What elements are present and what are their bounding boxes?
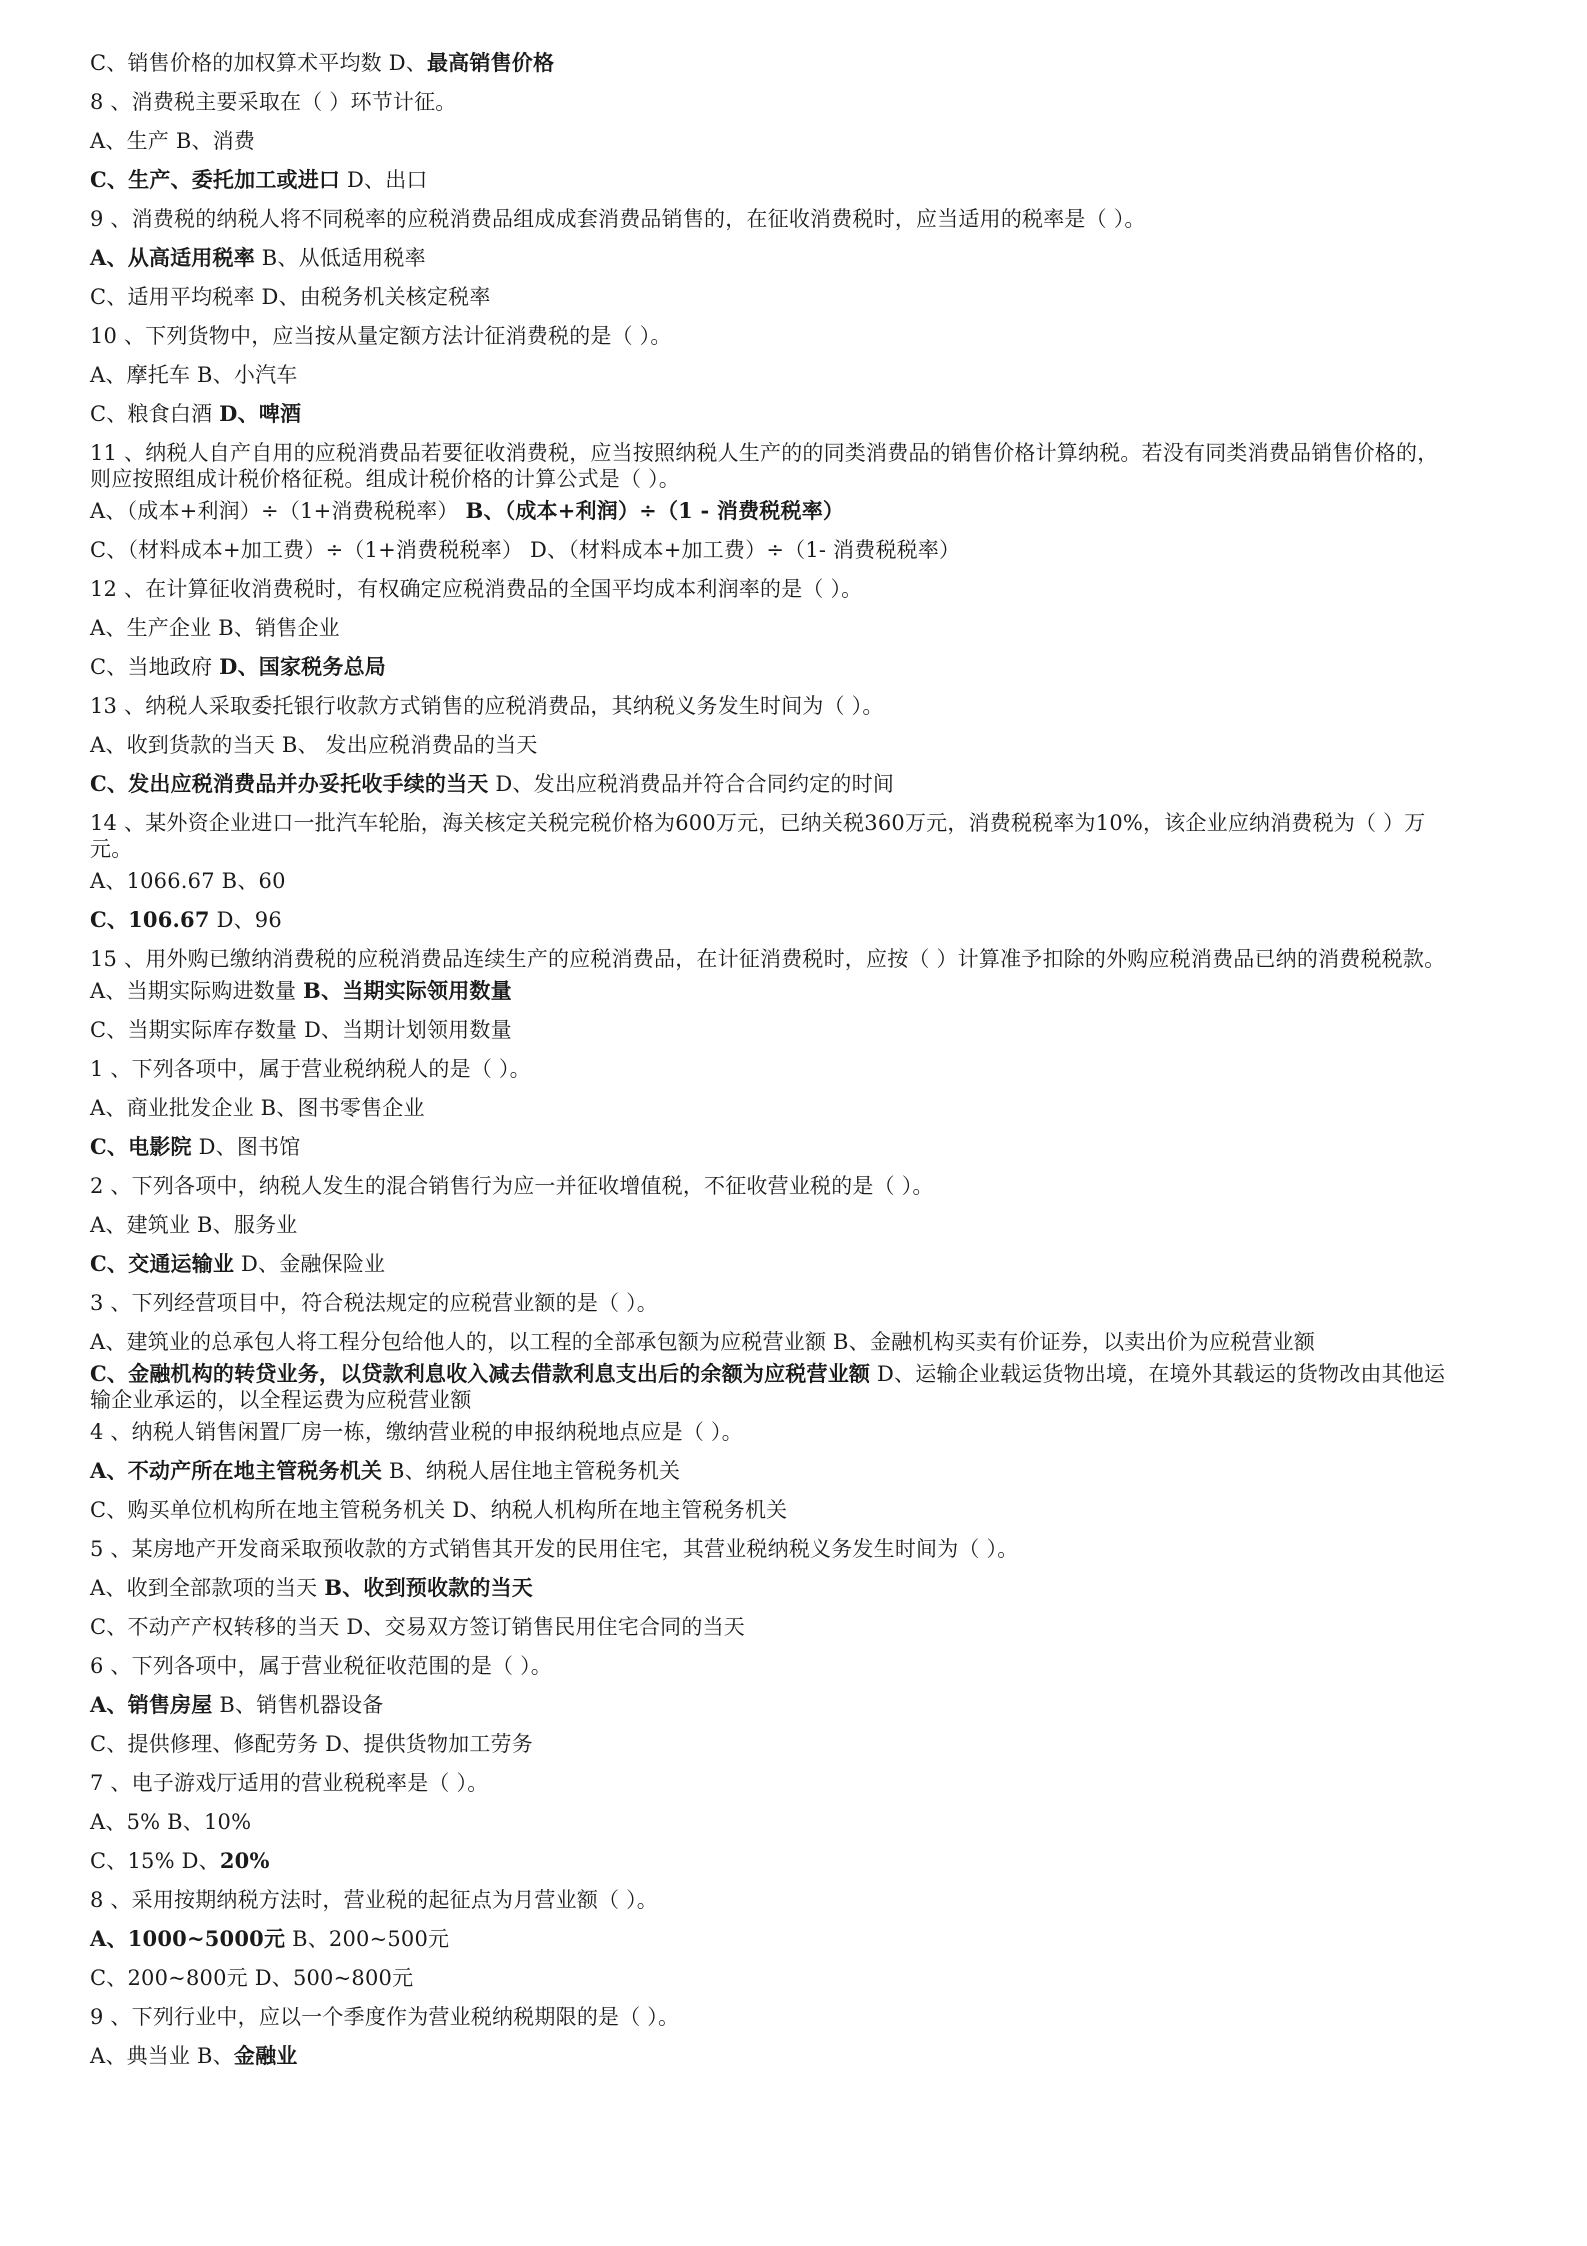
document-page [90,50,1450,2082]
line-text: 7 、电子游戏厅适用的营业税税率是（ ）。 [90,1771,489,1795]
text-line [90,128,1450,154]
line-text: A、生产企业 B、销售企业 [90,616,340,640]
line-text: 8 、采用按期纳税方法时，营业税的起征点为月营业额（ ）。 [90,1888,659,1912]
line-text: D、金融保险业 [234,1252,386,1276]
line-text: A、建筑业的总承包人将工程分包给他人的，以工程的全部承包额为应税营业额 B、金融机构买卖有价证券，以卖出价为应税营业额 [90,1330,1316,1354]
answer-text: C、电影院 [90,1134,192,1159]
line-text: C、（材料成本+加工费）÷（1+消费税税率） D、（材料成本+加工费）÷（1- 消费税税率） [90,538,961,562]
text-line [90,1329,1450,1355]
text-line [90,206,1450,232]
line-text: C、当地政府 [90,655,220,679]
line-text: C、当期实际库存数量 D、当期计划领用数量 [90,1018,512,1042]
text-line [90,1290,1450,1316]
text-line [90,615,1450,641]
text-line [90,868,1450,894]
line-text: 3 、下列经营项目中，符合税法规定的应税营业额的是（ ）。 [90,1291,659,1315]
text-line [90,284,1450,310]
text-line [90,1653,1450,1679]
answer-text: A、销售房屋 [90,1692,213,1717]
text-line [90,167,1450,193]
line-text: 1 、下列各项中，属于营业税纳税人的是（ ）。 [90,1057,531,1081]
answer-text: C、金融机构的转贷业务，以贷款利息收入减去借款利息支出后的余额为应税营业额 [90,1361,871,1386]
line-text: 6 、下列各项中，属于营业税征收范围的是（ ）。 [90,1654,553,1678]
answer-text: C、交通运输业 [90,1251,235,1276]
line-text: 13 、纳税人采取委托银行收款方式销售的应税消费品，其纳税义务发生时间为（ ）。 [90,694,884,718]
text-line [90,1614,1450,1640]
text-line [90,1017,1450,1043]
line-text: D、运输企业载运货物出境，在境外其载运的货物改由其他运输企业承运的，以全程运费为应税营业额 [90,1362,1446,1412]
answer-text: A、不动产所在地主管税务机关 [90,1458,383,1483]
answer-text: D、啤酒 [219,401,302,426]
text-line [90,810,1450,862]
text-line [90,2043,1450,2069]
answer-text: A、1000~5000元 [90,1926,286,1951]
line-text: C、200~800元 D、500~800元 [90,1966,414,1990]
text-line [90,732,1450,758]
text-line [90,1575,1450,1601]
line-text: A、收到货款的当天 B、 发出应税消费品的当天 [90,733,538,757]
text-line [90,1731,1450,1757]
line-text: C、销售价格的加权算术平均数 D、 [90,51,427,75]
answer-text: 金融业 [233,2043,298,2068]
line-text: A、建筑业 B、服务业 [90,1213,298,1237]
text-line [90,654,1450,680]
line-text: D、96 [209,908,282,932]
text-line [90,1458,1450,1484]
line-text: 9 、消费税的纳税人将不同税率的应税消费品组成成套消费品销售的，在征收消费税时，应当适用的税率是（ ）。 [90,207,1146,231]
text-line [90,576,1450,602]
text-line [90,1926,1450,1952]
text-line [90,1173,1450,1199]
line-text: 14 、某外资企业进口一批汽车轮胎，海关核定关税完税价格为600万元，已纳关税360万元，消费税税率为10%，该企业应纳消费税为（ ）万元。 [90,811,1426,861]
answer-text: 20% [219,1848,270,1873]
line-text: A、典当业 B、 [90,2044,234,2068]
line-text: A、商业批发企业 B、图书零售企业 [90,1096,425,1120]
text-line [90,362,1450,388]
line-text: A、生产 B、消费 [90,129,256,153]
text-line [90,946,1450,972]
answer-text: C、生产、委托加工或进口 [90,167,341,192]
line-text: B、纳税人居住地主管税务机关 [382,1459,681,1483]
answer-text: C、106.67 [90,907,210,932]
text-line [90,693,1450,719]
line-text: C、购买单位机构所在地主管税务机关 D、纳税人机构所在地主管税务机关 [90,1498,788,1522]
line-text: A、当期实际购进数量 [90,979,304,1003]
line-text: B、销售机器设备 [212,1693,384,1717]
line-text: A、摩托车 B、小汽车 [90,363,298,387]
line-text: 15 、用外购已缴纳消费税的应税消费品连续生产的应税消费品，在计征消费税时，应按（ ）计算准予扣除的外购应税消费品已纳的消费税税款。 [90,947,1446,971]
answer-text: A、从高适用税率 [90,245,255,270]
text-line [90,1887,1450,1913]
text-line [90,1965,1450,1991]
text-line [90,1536,1450,1562]
line-text: C、不动产产权转移的当天 D、交易双方签订销售民用住宅合同的当天 [90,1615,745,1639]
line-text: D、发出应税消费品并符合合同约定的时间 [488,772,895,796]
answer-text: B、（成本+利润）÷（1 - 消费税税率） [465,498,845,523]
line-text: C、适用平均税率 D、由税务机关核定税率 [90,285,491,309]
text-line [90,1809,1450,1835]
line-text: 8 、消费税主要采取在（ ）环节计征。 [90,90,457,114]
text-line [90,1419,1450,1445]
text-line [90,1361,1450,1413]
text-line [90,1212,1450,1238]
line-text: D、图书馆 [191,1135,301,1159]
line-text: 2 、下列各项中，纳税人发生的混合销售行为应一并征收增值税，不征收营业税的是（ ）。 [90,1174,934,1198]
text-line [90,1095,1450,1121]
line-text: B、从低适用税率 [254,246,426,270]
text-line [90,978,1450,1004]
answer-text: B、当期实际领用数量 [303,978,512,1003]
line-text: 12 、在计算征收消费税时，有权确定应税消费品的全国平均成本利润率的是（ ）。 [90,577,863,601]
answer-text: C、发出应税消费品并办妥托收手续的当天 [90,771,489,796]
line-text: C、粮食白酒 [90,402,220,426]
line-text: 10 、下列货物中，应当按从量定额方法计征消费税的是（ ）。 [90,324,672,348]
text-line [90,498,1450,524]
text-line [90,1251,1450,1277]
text-line [90,907,1450,933]
line-text: D、出口 [340,168,428,192]
line-text: A、1066.67 B、60 [90,869,286,893]
text-line [90,1692,1450,1718]
text-line [90,2004,1450,2030]
line-text: A、5% B、10% [90,1810,252,1834]
text-line [90,1497,1450,1523]
text-line [90,537,1450,563]
text-line [90,1848,1450,1874]
text-line [90,1056,1450,1082]
text-line [90,89,1450,115]
line-text: 5 、某房地产开发商采取预收款的方式销售其开发的民用住宅，其营业税纳税义务发生时间为（ ）。 [90,1537,1019,1561]
line-text: B、200~500元 [285,1927,450,1951]
line-text: 9 、下列行业中，应以一个季度作为营业税纳税期限的是（ ）。 [90,2005,680,2029]
text-line [90,50,1450,76]
line-text: A、收到全部款项的当天 [90,1576,325,1600]
answer-text: B、收到预收款的当天 [324,1575,533,1600]
line-text: A、（成本+利润）÷（1+消费税税率） [90,499,466,523]
answer-text: D、国家税务总局 [219,654,386,679]
text-line [90,771,1450,797]
line-text: 4 、纳税人销售闲置厂房一栋，缴纳营业税的申报纳税地点应是（ ）。 [90,1420,743,1444]
text-line [90,1770,1450,1796]
line-text: C、15% D、 [90,1849,220,1873]
text-line [90,401,1450,427]
line-text: 11 、纳税人自产自用的应税消费品若要征收消费税，应当按照纳税人生产的的同类消费品的销售价格计算纳税。若没有同类消费品销售价格的，则应按照组成计税价格征税。组成计税价格的计算公式是（ ）。 [90,441,1439,491]
text-line [90,1134,1450,1160]
text-line [90,323,1450,349]
line-text: C、提供修理、修配劳务 D、提供货物加工劳务 [90,1732,533,1756]
text-line [90,245,1450,271]
answer-text: 最高销售价格 [426,50,555,75]
text-line [90,440,1450,492]
